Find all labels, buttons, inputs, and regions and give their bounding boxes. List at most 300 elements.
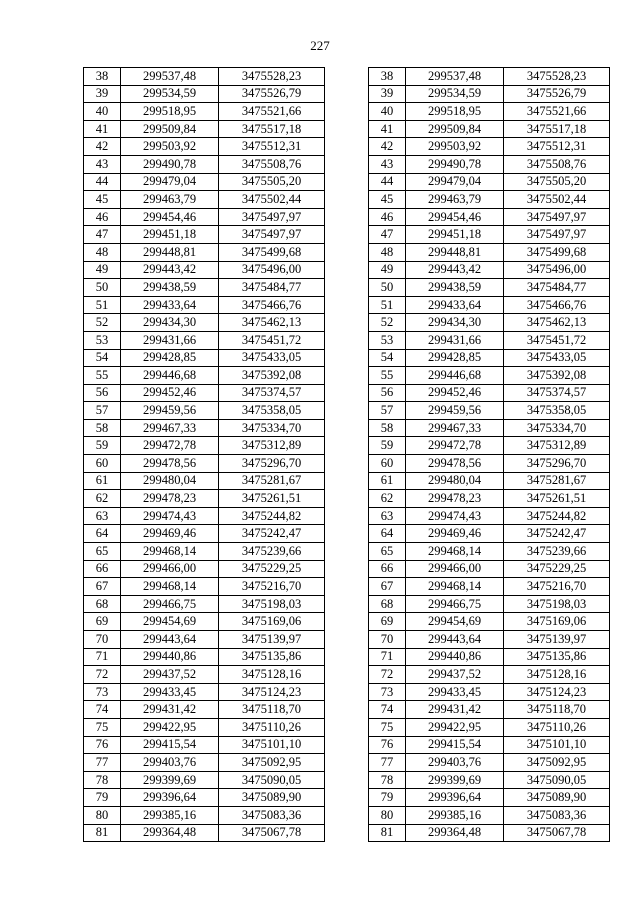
table-row: [369, 525, 610, 543]
y-coordinate-cell: 3475089,90: [219, 789, 325, 807]
y-coordinate-cell: 3475128,16: [504, 666, 610, 684]
y-coordinate-cell: 3475451,72: [219, 331, 325, 349]
point-number-cell: 52: [84, 314, 121, 332]
y-coordinate-cell: 3475528,23: [219, 68, 325, 86]
x-coordinate-cell: 299440,86: [121, 648, 219, 666]
x-coordinate-cell: 299518,95: [121, 103, 219, 121]
x-coordinate-cell: 299438,59: [406, 279, 504, 297]
y-coordinate-cell: 3475358,05: [504, 402, 610, 420]
y-coordinate-cell: 3475092,95: [504, 754, 610, 772]
point-number-cell: 71: [84, 648, 121, 666]
point-number-cell: 76: [369, 736, 406, 754]
table-row: [84, 191, 325, 209]
point-number-cell: 64: [369, 525, 406, 543]
point-number-cell: 57: [369, 402, 406, 420]
x-coordinate-cell: 299468,14: [406, 578, 504, 596]
y-coordinate-cell: 3475499,68: [504, 243, 610, 261]
y-coordinate-cell: 3475497,97: [504, 208, 610, 226]
y-coordinate-cell: 3475089,90: [504, 789, 610, 807]
point-number-cell: 40: [369, 103, 406, 121]
y-coordinate-cell: 3475239,66: [219, 543, 325, 561]
point-number-cell: 73: [369, 683, 406, 701]
point-number-cell: 71: [369, 648, 406, 666]
coordinates-table-right: [368, 67, 610, 842]
point-number-cell: 51: [84, 296, 121, 314]
point-number-cell: 42: [84, 138, 121, 156]
table-row: [84, 226, 325, 244]
table-row: [369, 789, 610, 807]
table-row: [84, 472, 325, 490]
point-number-cell: 76: [84, 736, 121, 754]
x-coordinate-cell: 299403,76: [121, 754, 219, 772]
table-row: [369, 595, 610, 613]
x-coordinate-cell: 299399,69: [121, 771, 219, 789]
table-row: [369, 279, 610, 297]
x-coordinate-cell: 299454,46: [406, 208, 504, 226]
table-row: [84, 824, 325, 842]
point-number-cell: 80: [84, 806, 121, 824]
y-coordinate-cell: 3475512,31: [504, 138, 610, 156]
x-coordinate-cell: 299534,59: [406, 85, 504, 103]
table-row: [369, 824, 610, 842]
table-row: [84, 243, 325, 261]
y-coordinate-cell: 3475244,82: [219, 507, 325, 525]
table-row: [84, 578, 325, 596]
y-coordinate-cell: 3475296,70: [504, 455, 610, 473]
y-coordinate-cell: 3475261,51: [504, 490, 610, 508]
x-coordinate-cell: 299403,76: [406, 754, 504, 772]
table-row: [369, 419, 610, 437]
x-coordinate-cell: 299479,04: [121, 173, 219, 191]
y-coordinate-cell: 3475124,23: [504, 683, 610, 701]
x-coordinate-cell: 299431,66: [406, 331, 504, 349]
x-coordinate-cell: 299466,00: [406, 560, 504, 578]
y-coordinate-cell: 3475242,47: [219, 525, 325, 543]
table-row: [84, 68, 325, 86]
page-number: 227: [310, 38, 330, 53]
point-number-cell: 68: [84, 595, 121, 613]
table-row: [369, 560, 610, 578]
y-coordinate-cell: 3475358,05: [219, 402, 325, 420]
table-row: [369, 754, 610, 772]
y-coordinate-cell: 3475521,66: [504, 103, 610, 121]
x-coordinate-cell: 299503,92: [406, 138, 504, 156]
x-coordinate-cell: 299431,42: [406, 701, 504, 719]
table-row: [369, 402, 610, 420]
point-number-cell: 78: [369, 771, 406, 789]
table-row: [84, 543, 325, 561]
y-coordinate-cell: 3475497,97: [219, 226, 325, 244]
point-number-cell: 45: [369, 191, 406, 209]
table-row: [84, 419, 325, 437]
y-coordinate-cell: 3475128,16: [219, 666, 325, 684]
point-number-cell: 47: [369, 226, 406, 244]
y-coordinate-cell: 3475496,00: [504, 261, 610, 279]
x-coordinate-cell: 299478,56: [121, 455, 219, 473]
y-coordinate-cell: 3475496,00: [219, 261, 325, 279]
y-coordinate-cell: 3475118,70: [219, 701, 325, 719]
point-number-cell: 72: [369, 666, 406, 684]
x-coordinate-cell: 299480,04: [121, 472, 219, 490]
x-coordinate-cell: 299466,00: [121, 560, 219, 578]
x-coordinate-cell: 299467,33: [406, 419, 504, 437]
y-coordinate-cell: 3475229,25: [219, 560, 325, 578]
point-number-cell: 51: [369, 296, 406, 314]
point-number-cell: 64: [84, 525, 121, 543]
table-row: [369, 666, 610, 684]
table-row: [369, 771, 610, 789]
point-number-cell: 55: [84, 367, 121, 385]
y-coordinate-cell: 3475216,70: [504, 578, 610, 596]
y-coordinate-cell: 3475517,18: [504, 120, 610, 138]
y-coordinate-cell: 3475374,57: [219, 384, 325, 402]
table-row: [84, 507, 325, 525]
x-coordinate-cell: 299434,30: [406, 314, 504, 332]
point-number-cell: 65: [84, 543, 121, 561]
point-number-cell: 54: [84, 349, 121, 367]
y-coordinate-cell: 3475198,03: [504, 595, 610, 613]
point-number-cell: 77: [369, 754, 406, 772]
point-number-cell: 49: [84, 261, 121, 279]
table-row: [84, 85, 325, 103]
point-number-cell: 78: [84, 771, 121, 789]
point-number-cell: 67: [84, 578, 121, 596]
point-number-cell: 80: [369, 806, 406, 824]
y-coordinate-cell: 3475083,36: [504, 806, 610, 824]
y-coordinate-cell: 3475528,23: [504, 68, 610, 86]
table-row: [84, 384, 325, 402]
table-row: [84, 771, 325, 789]
x-coordinate-cell: 299459,56: [406, 402, 504, 420]
y-coordinate-cell: 3475334,70: [504, 419, 610, 437]
x-coordinate-cell: 299399,69: [406, 771, 504, 789]
x-coordinate-cell: 299364,48: [406, 824, 504, 842]
x-coordinate-cell: 299433,64: [121, 296, 219, 314]
point-number-cell: 43: [369, 155, 406, 173]
point-number-cell: 57: [84, 402, 121, 420]
point-number-cell: 68: [369, 595, 406, 613]
y-coordinate-cell: 3475505,20: [219, 173, 325, 191]
table-row: [369, 806, 610, 824]
table-row: [84, 789, 325, 807]
table-row: [369, 701, 610, 719]
table-row: [84, 754, 325, 772]
point-number-cell: 44: [369, 173, 406, 191]
y-coordinate-cell: 3475497,97: [504, 226, 610, 244]
table-row: [369, 437, 610, 455]
y-coordinate-cell: 3475242,47: [504, 525, 610, 543]
y-coordinate-cell: 3475216,70: [219, 578, 325, 596]
point-number-cell: 63: [369, 507, 406, 525]
x-coordinate-cell: 299438,59: [121, 279, 219, 297]
x-coordinate-cell: 299452,46: [121, 384, 219, 402]
x-coordinate-cell: 299446,68: [121, 367, 219, 385]
y-coordinate-cell: 3475502,44: [504, 191, 610, 209]
x-coordinate-cell: 299451,18: [121, 226, 219, 244]
x-coordinate-cell: 299478,23: [121, 490, 219, 508]
point-number-cell: 66: [84, 560, 121, 578]
x-coordinate-cell: 299468,14: [121, 543, 219, 561]
point-number-cell: 62: [369, 490, 406, 508]
point-number-cell: 41: [369, 120, 406, 138]
y-coordinate-cell: 3475067,78: [504, 824, 610, 842]
table-row: [84, 349, 325, 367]
table-row: [84, 718, 325, 736]
x-coordinate-cell: 299463,79: [406, 191, 504, 209]
x-coordinate-cell: 299474,43: [121, 507, 219, 525]
y-coordinate-cell: 3475090,05: [219, 771, 325, 789]
table-row: [369, 261, 610, 279]
y-coordinate-cell: 3475101,10: [504, 736, 610, 754]
x-coordinate-cell: 299433,45: [406, 683, 504, 701]
x-coordinate-cell: 299433,64: [406, 296, 504, 314]
x-coordinate-cell: 299451,18: [406, 226, 504, 244]
x-coordinate-cell: 299466,75: [121, 595, 219, 613]
table-row: [369, 173, 610, 191]
y-coordinate-cell: 3475083,36: [219, 806, 325, 824]
table-row: [369, 138, 610, 156]
table-row: [369, 384, 610, 402]
table-row: [369, 120, 610, 138]
y-coordinate-cell: 3475139,97: [219, 631, 325, 649]
point-number-cell: 74: [369, 701, 406, 719]
table-row: [369, 208, 610, 226]
table-row: [369, 631, 610, 649]
x-coordinate-cell: 299422,95: [121, 718, 219, 736]
x-coordinate-cell: 299472,78: [121, 437, 219, 455]
x-coordinate-cell: 299437,52: [121, 666, 219, 684]
y-coordinate-cell: 3475124,23: [219, 683, 325, 701]
x-coordinate-cell: 299443,64: [406, 631, 504, 649]
y-coordinate-cell: 3475462,13: [504, 314, 610, 332]
table-row: [84, 138, 325, 156]
x-coordinate-cell: 299454,46: [121, 208, 219, 226]
x-coordinate-cell: 299509,84: [406, 120, 504, 138]
point-number-cell: 39: [369, 85, 406, 103]
x-coordinate-cell: 299537,48: [121, 68, 219, 86]
point-number-cell: 42: [369, 138, 406, 156]
y-coordinate-cell: 3475135,86: [219, 648, 325, 666]
x-coordinate-cell: 299463,79: [121, 191, 219, 209]
table-row: [369, 103, 610, 121]
table-row: [369, 455, 610, 473]
point-number-cell: 75: [84, 718, 121, 736]
x-coordinate-cell: 299454,69: [406, 613, 504, 631]
point-number-cell: 54: [369, 349, 406, 367]
table-row: [369, 296, 610, 314]
table-row: [369, 331, 610, 349]
y-coordinate-cell: 3475067,78: [219, 824, 325, 842]
y-coordinate-cell: 3475433,05: [504, 349, 610, 367]
table-row: [84, 173, 325, 191]
y-coordinate-cell: 3475521,66: [219, 103, 325, 121]
point-number-cell: 58: [369, 419, 406, 437]
table-row: [84, 455, 325, 473]
x-coordinate-cell: 299503,92: [121, 138, 219, 156]
y-coordinate-cell: 3475392,08: [504, 367, 610, 385]
x-coordinate-cell: 299534,59: [121, 85, 219, 103]
y-coordinate-cell: 3475229,25: [504, 560, 610, 578]
x-coordinate-cell: 299468,14: [406, 543, 504, 561]
table-row: [84, 613, 325, 631]
x-coordinate-cell: 299490,78: [406, 155, 504, 173]
table-row: [369, 490, 610, 508]
point-number-cell: 75: [369, 718, 406, 736]
table-row: [84, 560, 325, 578]
x-coordinate-cell: 299443,42: [121, 261, 219, 279]
x-coordinate-cell: 299385,16: [406, 806, 504, 824]
point-number-cell: 74: [84, 701, 121, 719]
point-number-cell: 69: [84, 613, 121, 631]
table-row: [369, 85, 610, 103]
x-coordinate-cell: 299474,43: [406, 507, 504, 525]
table-row: [369, 648, 610, 666]
point-number-cell: 50: [369, 279, 406, 297]
y-coordinate-cell: 3475508,76: [219, 155, 325, 173]
x-coordinate-cell: 299469,46: [121, 525, 219, 543]
table-row: [84, 261, 325, 279]
y-coordinate-cell: 3475499,68: [219, 243, 325, 261]
point-number-cell: 46: [84, 208, 121, 226]
y-coordinate-cell: 3475110,26: [219, 718, 325, 736]
y-coordinate-cell: 3475092,95: [219, 754, 325, 772]
point-number-cell: 53: [84, 331, 121, 349]
point-number-cell: 72: [84, 666, 121, 684]
y-coordinate-cell: 3475135,86: [504, 648, 610, 666]
y-coordinate-cell: 3475508,76: [504, 155, 610, 173]
x-coordinate-cell: 299468,14: [121, 578, 219, 596]
point-number-cell: 41: [84, 120, 121, 138]
table-row: [84, 631, 325, 649]
point-number-cell: 59: [84, 437, 121, 455]
table-row: [369, 155, 610, 173]
point-number-cell: 70: [369, 631, 406, 649]
table-row: [84, 103, 325, 121]
y-coordinate-cell: 3475090,05: [504, 771, 610, 789]
y-coordinate-cell: 3475281,67: [504, 472, 610, 490]
table-row: [84, 525, 325, 543]
point-number-cell: 59: [369, 437, 406, 455]
y-coordinate-cell: 3475517,18: [219, 120, 325, 138]
x-coordinate-cell: 299431,42: [121, 701, 219, 719]
x-coordinate-cell: 299490,78: [121, 155, 219, 173]
point-number-cell: 58: [84, 419, 121, 437]
x-coordinate-cell: 299415,54: [406, 736, 504, 754]
y-coordinate-cell: 3475526,79: [219, 85, 325, 103]
y-coordinate-cell: 3475526,79: [504, 85, 610, 103]
table-row: [84, 490, 325, 508]
point-number-cell: 39: [84, 85, 121, 103]
point-number-cell: 79: [369, 789, 406, 807]
point-number-cell: 61: [84, 472, 121, 490]
point-number-cell: 45: [84, 191, 121, 209]
x-coordinate-cell: 299422,95: [406, 718, 504, 736]
y-coordinate-cell: 3475451,72: [504, 331, 610, 349]
point-number-cell: 67: [369, 578, 406, 596]
x-coordinate-cell: 299478,56: [406, 455, 504, 473]
x-coordinate-cell: 299446,68: [406, 367, 504, 385]
x-coordinate-cell: 299480,04: [406, 472, 504, 490]
y-coordinate-cell: 3475296,70: [219, 455, 325, 473]
point-number-cell: 65: [369, 543, 406, 561]
point-number-cell: 66: [369, 560, 406, 578]
y-coordinate-cell: 3475462,13: [219, 314, 325, 332]
point-number-cell: 55: [369, 367, 406, 385]
point-number-cell: 53: [369, 331, 406, 349]
point-number-cell: 60: [369, 455, 406, 473]
table-row: [369, 543, 610, 561]
x-coordinate-cell: 299509,84: [121, 120, 219, 138]
x-coordinate-cell: 299396,64: [406, 789, 504, 807]
point-number-cell: 63: [84, 507, 121, 525]
table-row: [369, 243, 610, 261]
point-number-cell: 69: [369, 613, 406, 631]
x-coordinate-cell: 299396,64: [121, 789, 219, 807]
y-coordinate-cell: 3475169,06: [219, 613, 325, 631]
table-row: [84, 208, 325, 226]
table-row: [369, 736, 610, 754]
table-row: [84, 120, 325, 138]
point-number-cell: 47: [84, 226, 121, 244]
y-coordinate-cell: 3475484,77: [504, 279, 610, 297]
x-coordinate-cell: 299452,46: [406, 384, 504, 402]
table-row: [369, 226, 610, 244]
point-number-cell: 52: [369, 314, 406, 332]
y-coordinate-cell: 3475261,51: [219, 490, 325, 508]
table-row: [369, 367, 610, 385]
table-row: [84, 683, 325, 701]
point-number-cell: 79: [84, 789, 121, 807]
y-coordinate-cell: 3475118,70: [504, 701, 610, 719]
y-coordinate-cell: 3475169,06: [504, 613, 610, 631]
table-row: [369, 507, 610, 525]
point-number-cell: 40: [84, 103, 121, 121]
x-coordinate-cell: 299440,86: [406, 648, 504, 666]
x-coordinate-cell: 299469,46: [406, 525, 504, 543]
point-number-cell: 44: [84, 173, 121, 191]
point-number-cell: 56: [369, 384, 406, 402]
x-coordinate-cell: 299472,78: [406, 437, 504, 455]
x-coordinate-cell: 299385,16: [121, 806, 219, 824]
y-coordinate-cell: 3475484,77: [219, 279, 325, 297]
x-coordinate-cell: 299431,66: [121, 331, 219, 349]
point-number-cell: 77: [84, 754, 121, 772]
x-coordinate-cell: 299448,81: [406, 243, 504, 261]
table-row: [369, 472, 610, 490]
y-coordinate-cell: 3475312,89: [219, 437, 325, 455]
table-row: [84, 279, 325, 297]
x-coordinate-cell: 299466,75: [406, 595, 504, 613]
x-coordinate-cell: 299364,48: [121, 824, 219, 842]
y-coordinate-cell: 3475139,97: [504, 631, 610, 649]
x-coordinate-cell: 299443,42: [406, 261, 504, 279]
y-coordinate-cell: 3475281,67: [219, 472, 325, 490]
table-row: [369, 613, 610, 631]
coordinates-table-left: [83, 67, 325, 842]
y-coordinate-cell: 3475433,05: [219, 349, 325, 367]
x-coordinate-cell: 299428,85: [406, 349, 504, 367]
point-number-cell: 48: [84, 243, 121, 261]
table-row: [369, 68, 610, 86]
x-coordinate-cell: 299437,52: [406, 666, 504, 684]
y-coordinate-cell: 3475392,08: [219, 367, 325, 385]
table-row: [84, 314, 325, 332]
point-number-cell: 38: [84, 68, 121, 86]
point-number-cell: 73: [84, 683, 121, 701]
x-coordinate-cell: 299434,30: [121, 314, 219, 332]
y-coordinate-cell: 3475244,82: [504, 507, 610, 525]
table-row: [84, 296, 325, 314]
